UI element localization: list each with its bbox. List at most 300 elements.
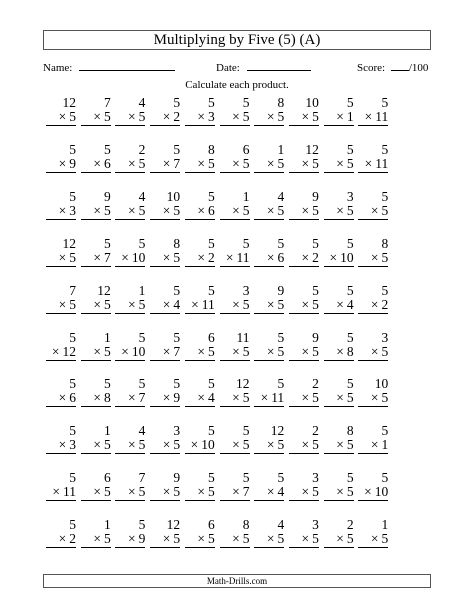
multiplier-line	[115, 485, 145, 501]
multiplicand: 5	[173, 141, 181, 157]
problem	[115, 518, 145, 548]
multiplier: 4	[346, 296, 354, 312]
multiplier: 5	[346, 484, 354, 500]
multiplier-line	[358, 391, 388, 407]
multiplier-line	[46, 157, 76, 173]
problem	[220, 377, 250, 407]
times-sign: ×	[197, 343, 206, 359]
multiplier: 5	[312, 155, 319, 171]
multiplicand: 5	[173, 329, 181, 345]
multiplicand: 5	[208, 235, 215, 251]
times-sign: ×	[301, 202, 310, 218]
times-sign: ×	[301, 296, 310, 312]
times-sign: ×	[301, 390, 310, 406]
times-sign: ×	[370, 296, 379, 312]
multiplicand: 5	[381, 95, 389, 110]
problem	[358, 424, 388, 454]
problem	[324, 471, 354, 501]
multiplier: 3	[208, 109, 215, 124]
multiplicand: 2	[312, 376, 319, 392]
problem	[254, 424, 284, 454]
multiplier: 7	[138, 390, 146, 406]
problem	[150, 96, 180, 126]
multiplier: 5	[208, 531, 215, 547]
footer-site: Math-Drills.com	[43, 574, 431, 588]
multiplicand: 4	[138, 423, 146, 439]
problem	[46, 331, 76, 361]
problem	[185, 96, 215, 126]
problem	[150, 237, 180, 267]
multiplier: 10	[201, 437, 215, 453]
date-field[interactable]	[216, 60, 311, 75]
multiplier: 5	[346, 390, 354, 406]
multiplicand: 4	[277, 188, 285, 204]
multiplier: 11	[236, 249, 250, 265]
problem	[324, 237, 354, 267]
problem	[150, 377, 180, 407]
multiplier-line	[289, 485, 319, 501]
multiplicand: 2	[138, 141, 146, 157]
multiplier: 2	[69, 531, 76, 547]
multiplier: 5	[208, 484, 215, 500]
times-sign: ×	[232, 343, 240, 359]
multiplicand: 5	[208, 95, 215, 110]
times-sign: ×	[93, 343, 101, 359]
multiplicand: 6	[103, 470, 111, 486]
multiplicand: 12	[97, 282, 111, 298]
times-sign: ×	[128, 155, 136, 171]
multiplier-line	[358, 298, 388, 314]
multiplier: 4	[173, 296, 181, 312]
multiplier-line	[150, 157, 180, 173]
times-sign: ×	[232, 155, 240, 171]
multiplier: 5	[381, 531, 389, 547]
multiplier: 1	[346, 109, 354, 124]
multiplier-line	[150, 251, 180, 267]
multiplier: 5	[242, 437, 250, 453]
multiplier: 5	[381, 390, 389, 406]
times-sign: ×	[162, 109, 171, 124]
multiplier-line	[254, 391, 284, 407]
multiplier: 5	[277, 343, 285, 359]
problem	[81, 331, 111, 361]
times-sign: ×	[336, 343, 344, 359]
multiplicand: 3	[381, 329, 389, 345]
multiplier: 3	[69, 437, 76, 453]
problem	[358, 143, 388, 173]
problem	[115, 424, 145, 454]
times-sign: ×	[58, 390, 67, 406]
multiplicand: 8	[381, 235, 389, 251]
multiplicand: 8	[346, 423, 354, 439]
problem	[358, 518, 388, 548]
times-sign: ×	[191, 296, 199, 312]
problem-grid	[46, 96, 434, 556]
multiplicand: 5	[346, 235, 354, 251]
name-blank-line[interactable]	[79, 60, 175, 71]
multiplicand: 9	[277, 282, 285, 298]
times-sign: ×	[162, 202, 171, 218]
problem	[115, 96, 145, 126]
times-sign: ×	[329, 249, 338, 265]
worksheet-title: Multiplying by Five (5) (A)	[43, 30, 431, 50]
multiplicand: 8	[208, 141, 215, 157]
multiplier: 5	[173, 484, 181, 500]
problem	[220, 518, 250, 548]
times-sign: ×	[301, 343, 310, 359]
problem	[150, 143, 180, 173]
multiplicand: 5	[138, 517, 146, 533]
multiplicand: 1	[103, 517, 111, 533]
multiplier-line	[81, 157, 111, 173]
multiplier: 5	[312, 531, 319, 547]
problem	[115, 143, 145, 173]
times-sign: ×	[58, 296, 67, 312]
multiplier-line	[324, 251, 354, 267]
multiplier: 7	[173, 343, 181, 359]
multiplier: 5	[312, 437, 319, 453]
multiplicand: 5	[138, 235, 146, 251]
multiplicand: 5	[381, 470, 389, 486]
multiplier: 5	[277, 437, 285, 453]
multiplicand: 1	[242, 188, 250, 204]
times-sign: ×	[301, 531, 310, 547]
multiplier-line	[81, 204, 111, 220]
multiplicand: 5	[277, 329, 285, 345]
multiplier: 5	[277, 296, 285, 312]
multiplicand: 6	[208, 517, 215, 533]
multiplicand: 5	[312, 282, 319, 298]
multiplier-line	[220, 485, 250, 501]
multiplicand: 8	[277, 95, 285, 110]
multiplier-line	[254, 438, 284, 454]
multiplier-line	[81, 485, 111, 501]
problem	[185, 190, 215, 220]
times-sign: ×	[266, 109, 275, 124]
multiplicand: 3	[312, 470, 319, 486]
times-sign: ×	[93, 155, 101, 171]
multiplier: 10	[374, 484, 389, 500]
times-sign: ×	[58, 531, 67, 547]
multiplier: 7	[103, 249, 111, 265]
times-sign: ×	[232, 390, 240, 406]
times-sign: ×	[301, 249, 310, 265]
times-sign: ×	[58, 249, 67, 265]
multiplicand: 5	[103, 235, 111, 251]
problem	[220, 96, 250, 126]
times-sign: ×	[197, 531, 206, 547]
times-sign: ×	[336, 296, 344, 312]
times-sign: ×	[266, 249, 275, 265]
times-sign: ×	[162, 484, 171, 500]
problem	[220, 424, 250, 454]
multiplier: 6	[103, 155, 111, 171]
multiplier: 5	[69, 249, 76, 265]
multiplier: 5	[312, 343, 319, 359]
multiplier: 5	[103, 109, 111, 124]
problem	[324, 284, 354, 314]
multiplicand: 8	[242, 517, 250, 533]
times-sign: ×	[190, 437, 199, 453]
multiplier-line	[254, 157, 284, 173]
multiplier-line	[115, 157, 145, 173]
multiplier-line	[81, 391, 111, 407]
multiplier-line	[46, 485, 76, 501]
multiplier: 5	[103, 484, 111, 500]
problem	[220, 143, 250, 173]
multiplicand: 3	[312, 517, 319, 533]
problem	[254, 96, 284, 126]
problem	[358, 96, 388, 126]
problem	[185, 424, 215, 454]
times-sign: ×	[197, 484, 206, 500]
multiplier-line	[220, 110, 250, 126]
multiplicand: 10	[166, 188, 181, 204]
multiplier: 5	[242, 531, 250, 547]
multiplier: 5	[277, 155, 285, 171]
score-label: Score:	[357, 62, 386, 74]
multiplier: 9	[173, 390, 181, 406]
multiplicand: 6	[208, 329, 215, 345]
multiplier: 11	[271, 390, 285, 406]
multiplier-line	[358, 532, 388, 548]
problem	[324, 190, 354, 220]
problem	[254, 377, 284, 407]
multiplier: 7	[242, 484, 250, 500]
multiplier-line	[324, 345, 354, 361]
times-sign: ×	[121, 249, 129, 265]
times-sign: ×	[232, 437, 240, 453]
problem	[46, 190, 76, 220]
problem	[81, 377, 111, 407]
problem	[115, 190, 145, 220]
multiplicand: 5	[346, 282, 354, 298]
multiplier-line	[150, 110, 180, 126]
multiplier: 1	[381, 437, 389, 453]
multiplier: 5	[312, 390, 319, 406]
problem	[220, 471, 250, 501]
problem	[185, 518, 215, 548]
problem	[324, 424, 354, 454]
name-label: Name:	[43, 62, 73, 74]
multiplicand: 3	[242, 282, 250, 298]
multiplier: 8	[346, 343, 354, 359]
problem	[115, 471, 145, 501]
multiplier-line	[289, 251, 319, 267]
multiplier-line	[220, 251, 250, 267]
multiplier: 4	[208, 390, 215, 406]
problem	[81, 96, 111, 126]
problem	[185, 331, 215, 361]
times-sign: ×	[336, 437, 344, 453]
multiplicand: 5	[69, 423, 76, 439]
problem	[254, 237, 284, 267]
multiplier-line	[254, 485, 284, 501]
problem	[185, 237, 215, 267]
multiplier-line	[289, 345, 319, 361]
problem	[220, 237, 250, 267]
multiplier-line	[115, 532, 145, 548]
problem	[289, 143, 319, 173]
multiplier: 5	[138, 109, 146, 124]
problem	[46, 96, 76, 126]
multiplicand: 6	[242, 141, 250, 157]
times-sign: ×	[93, 296, 101, 312]
multiplier-line	[289, 532, 319, 548]
times-sign: ×	[266, 155, 275, 171]
multiplicand: 10	[305, 95, 319, 110]
date-blank-line[interactable]	[247, 60, 311, 71]
multiplier: 5	[173, 437, 181, 453]
multiplier: 5	[242, 343, 250, 359]
multiplier: 2	[208, 249, 215, 265]
multiplier-line	[324, 157, 354, 173]
times-sign: ×	[336, 202, 344, 218]
multiplicand: 4	[277, 517, 285, 533]
multiplicand: 1	[103, 329, 111, 345]
multiplier: 6	[208, 202, 215, 218]
multiplicand: 2	[346, 517, 354, 533]
multiplicand: 1	[103, 423, 111, 439]
multiplier-line	[81, 110, 111, 126]
multiplicand: 5	[277, 235, 285, 251]
problem	[254, 471, 284, 501]
times-sign: ×	[232, 531, 240, 547]
multiplier-line	[254, 110, 284, 126]
multiplicand: 9	[103, 188, 111, 204]
multiplier-line	[254, 345, 284, 361]
problem	[289, 471, 319, 501]
times-sign: ×	[93, 531, 101, 547]
multiplicand: 5	[69, 517, 76, 533]
multiplicand: 12	[166, 517, 181, 533]
multiplier-line	[185, 204, 215, 220]
multiplier-line	[220, 298, 250, 314]
problem	[81, 284, 111, 314]
multiplier: 5	[138, 155, 146, 171]
times-sign: ×	[128, 437, 136, 453]
times-sign: ×	[370, 249, 379, 265]
multiplicand: 5	[208, 423, 215, 439]
multiplicand: 5	[381, 141, 389, 157]
problem	[81, 424, 111, 454]
multiplier: 5	[242, 109, 250, 124]
multiplicand: 3	[173, 423, 181, 439]
multiplier: 5	[103, 296, 111, 312]
multiplier: 5	[138, 484, 146, 500]
name-field[interactable]	[43, 60, 175, 75]
multiplier: 5	[173, 531, 181, 547]
multiplicand: 5	[346, 470, 354, 486]
multiplier-line	[185, 251, 215, 267]
problem	[220, 284, 250, 314]
multiplicand: 5	[312, 235, 319, 251]
multiplier-line	[254, 532, 284, 548]
times-sign: ×	[364, 484, 372, 500]
problem	[254, 331, 284, 361]
multiplier: 12	[62, 343, 76, 359]
multiplier: 5	[242, 155, 250, 171]
times-sign: ×	[266, 531, 275, 547]
times-sign: ×	[266, 343, 275, 359]
times-sign: ×	[266, 437, 275, 453]
multiplicand: 5	[103, 376, 111, 392]
multiplier: 5	[69, 296, 76, 312]
multiplier-line	[150, 438, 180, 454]
problem	[46, 284, 76, 314]
multiplicand: 5	[173, 95, 181, 110]
multiplier: 8	[103, 390, 111, 406]
problem	[150, 190, 180, 220]
problem	[358, 284, 388, 314]
problem	[289, 284, 319, 314]
multiplier-line	[185, 298, 215, 314]
multiplier-line	[254, 298, 284, 314]
multiplier: 4	[277, 484, 285, 500]
problem	[115, 377, 145, 407]
multiplier-line	[289, 298, 319, 314]
multiplier: 5	[173, 202, 181, 218]
score-blank-line[interactable]	[391, 60, 409, 71]
multiplier-line	[185, 345, 215, 361]
problem	[150, 424, 180, 454]
multiplicand: 1	[138, 282, 146, 298]
multiplicand: 8	[173, 235, 181, 251]
problem	[46, 143, 76, 173]
times-sign: ×	[336, 484, 344, 500]
problem	[81, 518, 111, 548]
times-sign: ×	[128, 531, 136, 547]
problem	[115, 331, 145, 361]
multiplier: 2	[381, 296, 389, 312]
problem	[254, 190, 284, 220]
problem	[150, 284, 180, 314]
times-sign: ×	[266, 202, 275, 218]
multiplier-line	[358, 485, 388, 501]
multiplicand: 12	[236, 376, 250, 392]
problem	[46, 424, 76, 454]
multiplier-line	[185, 532, 215, 548]
times-sign: ×	[52, 484, 60, 500]
problem	[324, 377, 354, 407]
times-sign: ×	[364, 155, 373, 171]
times-sign: ×	[121, 343, 129, 359]
multiplicand: 5	[346, 376, 354, 392]
times-sign: ×	[162, 249, 171, 265]
multiplicand: 5	[381, 282, 389, 298]
times-sign: ×	[162, 343, 171, 359]
times-sign: ×	[162, 437, 171, 453]
times-sign: ×	[370, 531, 379, 547]
multiplicand: 5	[69, 470, 76, 486]
multiplicand: 5	[208, 376, 215, 392]
date-label: Date:	[216, 62, 240, 74]
times-sign: ×	[128, 109, 136, 124]
multiplier-line	[150, 391, 180, 407]
multiplier: 5	[277, 202, 285, 218]
times-sign: ×	[225, 249, 234, 265]
multiplier-line	[358, 110, 388, 126]
multiplier-line	[220, 532, 250, 548]
multiplier-line	[81, 532, 111, 548]
multiplier-line	[358, 157, 388, 173]
multiplier-line	[289, 110, 319, 126]
score-field[interactable]	[357, 60, 428, 75]
times-sign: ×	[162, 531, 171, 547]
multiplier: 5	[312, 296, 319, 312]
problem	[81, 471, 111, 501]
times-sign: ×	[301, 155, 310, 171]
